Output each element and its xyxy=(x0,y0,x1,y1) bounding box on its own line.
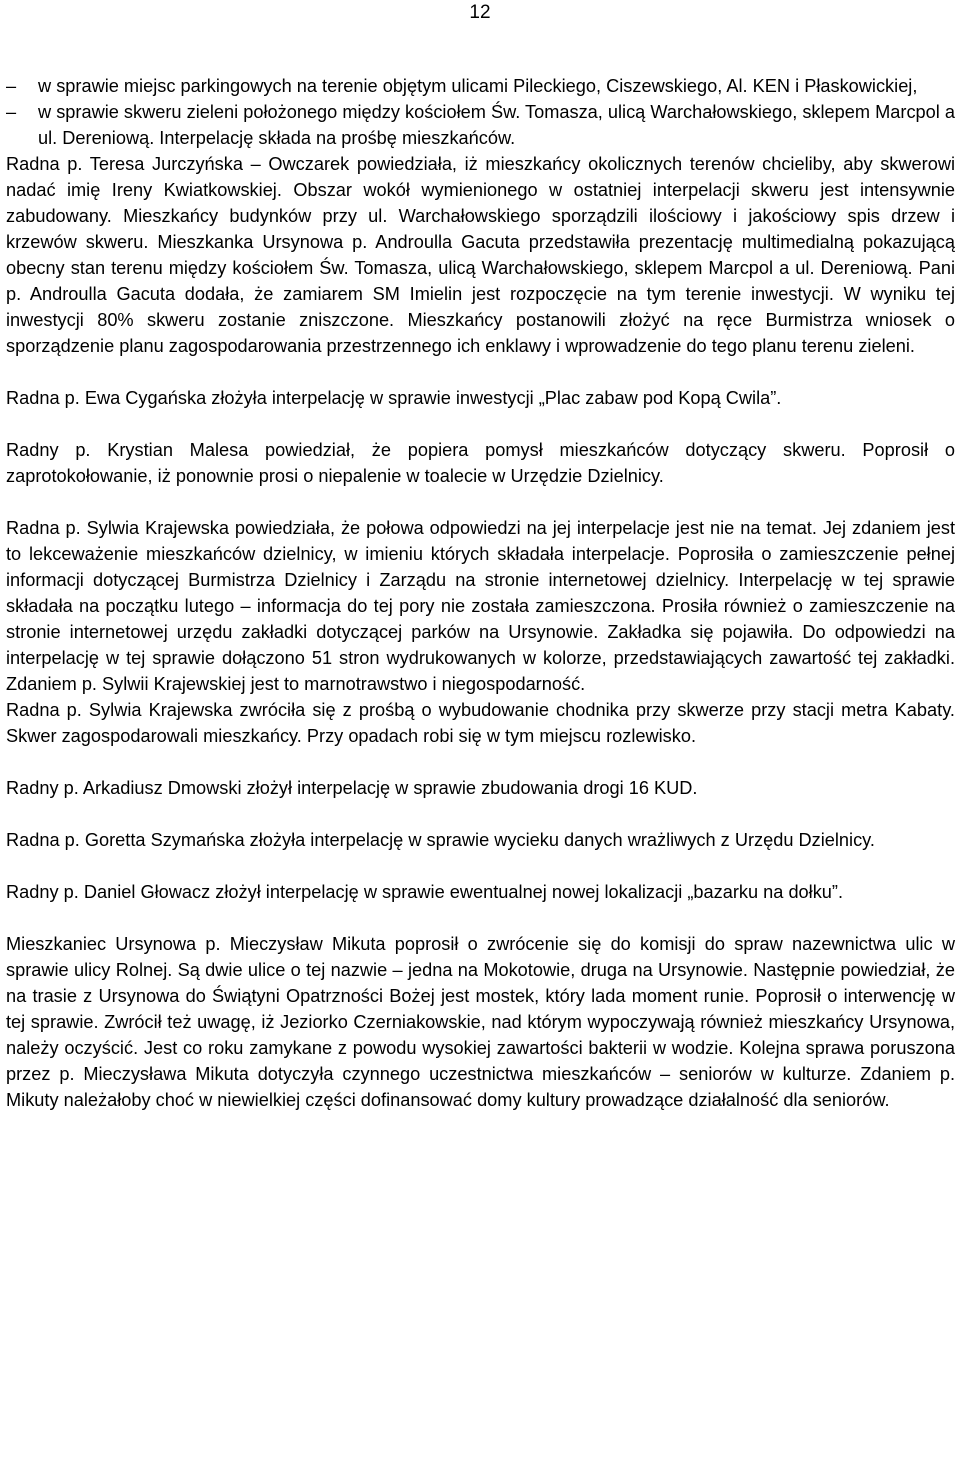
list-item xyxy=(6,99,955,151)
dash-bullet: – xyxy=(6,76,17,96)
paragraph-szymanska: Radna p. Goretta Szymańska złożyła interpelację w sprawie wycieku danych wrażliwych z Urzędu Dzielnicy. xyxy=(6,830,875,850)
paragraph-malesa: Radny p. Krystian Malesa powiedział, że popiera pomysł mieszkańców dotyczący skweru. Poprosił o zaprotokołowanie, iż ponownie prosi o niepalenie w toalecie w Urzędzie Dzielnicy. xyxy=(6,440,955,486)
list-item-text: w sprawie skweru zieleni położonego między kościołem Św. Tomasza, ulicą Warchałowskiego, sklepem Marcpol a ul. Dereniową. Interpelację składa na prośbę mieszkańców. xyxy=(38,102,955,148)
paragraph-cyganska: Radna p. Ewa Cygańska złożyła interpelację w sprawie inwestycji „Plac zabaw pod Kopą Cwila”. xyxy=(6,388,782,408)
paragraph-mikuta: Mieszkaniec Ursynowa p. Mieczysław Mikuta poprosił o zwrócenie się do komisji do spraw nazewnictwa ulic w sprawie ulicy Rolnej. Są dwie ulice o tej nazwie – jedna na Mokotowie, druga na Ursynowie. Następnie powiedział, że na trasie z Ursynowa do Świątyni Opatrzności Bożej jest mostek, który lada moment runie. Poprosił o interwencję w tej sprawie. Zwrócił też uwagę, iż Jeziorko Czerniakowskie, nad którym wypoczywają również mieszkańcy Ursynowa, należy oczyścić. Jest co roku zamykane z powodu wysokiej zawartości bakterii w wodzie. Kolejna sprawa poruszona przez p. Mieczysława Mikuta dotyczyła czynnego uczestnictwa mieszkańców – seniorów w kulturze. Zdaniem p. Mikuty należałoby choć w niewielkiej części dofinansować domy kultury prowadzące działalność dla seniorów. xyxy=(6,934,955,1110)
dash-bullet: – xyxy=(6,102,17,122)
paragraph-krajewska-2: Radna p. Sylwia Krajewska zwróciła się z prośbą o wybudowanie chodnika przy skwerze przy stacji metra Kabaty. Skwer zagospodarowali mieszkańcy. Przy opadach robi się w tym miejscu rozlewisko. xyxy=(6,700,955,746)
list-item xyxy=(6,73,955,99)
paragraph-jurczynska: Radna p. Teresa Jurczyńska – Owczarek powiedziała, iż mieszkańcy okolicznych terenów chcieliby, aby skwerowi nadać imię Ireny Kwiatkowskiej. Obszar wokół wymienionego w ostatniej interpelacji skweru jest intensywnie zabudowany. Mieszkańcy budynków przy ul. Warchałowskiego sporządzili ilościowy i jakościowy spis drzew i krzewów skweru. Mieszkanka Ursynowa p. Androulla Gacuta przedstawiła prezentację multimedialną pokazującą obecny stan terenu między kościołem Św. Tomasza, ulicą Warchałowskiego, sklepem Marcpol a ul. Dereniową. Pani p. Androulla Gacuta dodała, że zamiarem SM Imielin jest rozpoczęcie na tym terenie inwestycji. W wyniku tej inwestycji 80% skweru zostanie zniszczone. Mieszkańcy postanowili złożyć na ręce Burmistrza wniosek o sporządzenie planu zagospodarowania przestrzennego ich enklawy i wprowadzenie do tego planu terenu zieleni. xyxy=(6,154,955,356)
list-item-text: w sprawie miejsc parkingowych na terenie objętym ulicami Pileckiego, Ciszewskiego, Al. KEN i Płaskowickiej, xyxy=(38,76,918,96)
paragraph-glowacz: Radny p. Daniel Głowacz złożył interpelację w sprawie ewentualnej nowej lokalizacji „bazarku na dołku”. xyxy=(6,882,844,902)
document-body xyxy=(6,73,955,1113)
paragraph-dmowski: Radny p. Arkadiusz Dmowski złożył interpelację w sprawie zbudowania drogi 16 KUD. xyxy=(6,778,698,798)
page-number: 12 xyxy=(469,2,491,23)
paragraph-krajewska-1: Radna p. Sylwia Krajewska powiedziała, że połowa odpowiedzi na jej interpelacje jest nie na temat. Jej zdaniem jest to lekceważenie mieszkańców dzielnicy, w imieniu których składała interpelacje. Poprosiła o zamieszczenie pełnej informacji dotyczącej Burmistrza Dzielnicy i Zarządu na stronie internetowej dzielnicy. Interpelację w tej sprawie składała na początku lutego – informacja do tej pory nie została zamieszczona. Prosiła również o zamieszczenie na stronie internetowej urzędu zakładki dotyczącej parków na Ursynowie. Zakładka się pojawiła. Do odpowiedzi na interpelację w tej sprawie dołączono 51 stron wydrukowanych w kolorze, przedstawiających zawartość tej zakładki. Zdaniem p. Sylwii Krajewskiej jest to marnotrawstwo i niegospodarność. xyxy=(6,518,955,694)
interpellation-list xyxy=(6,73,955,151)
